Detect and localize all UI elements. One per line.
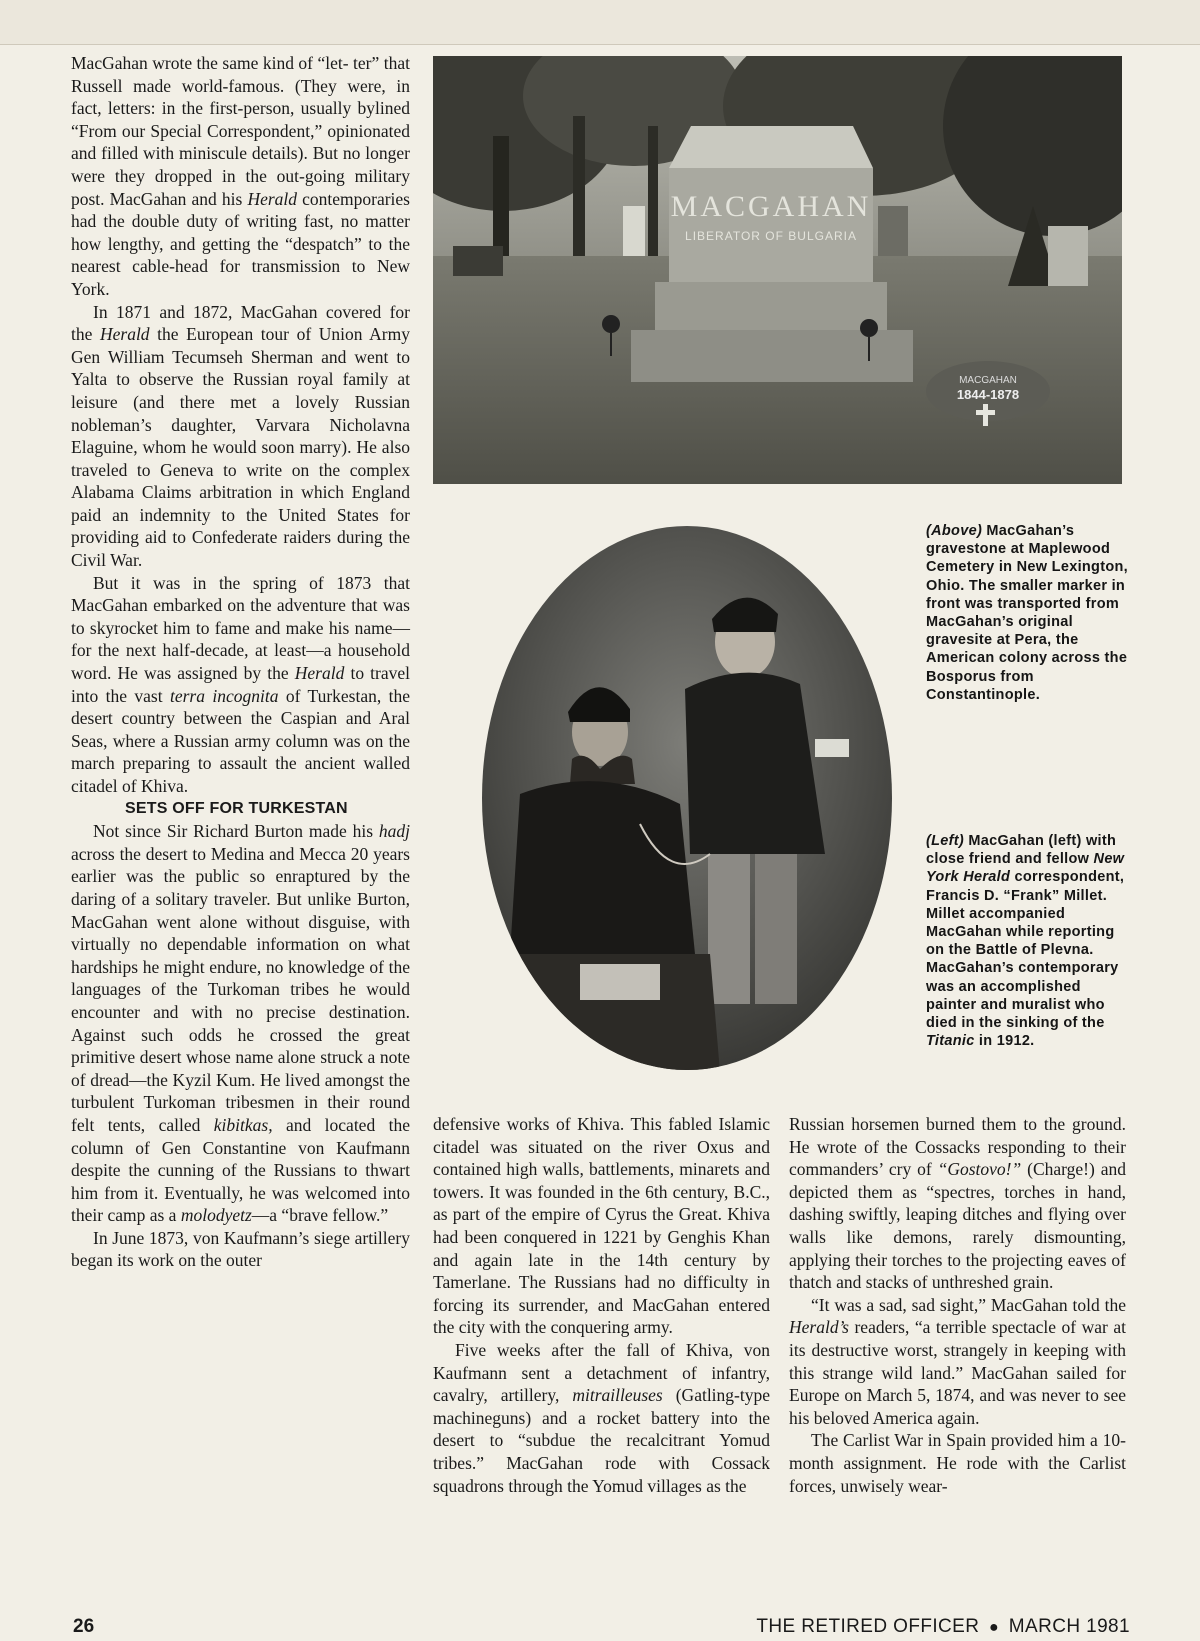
article-column-1 bbox=[71, 52, 410, 1272]
caption-above: (Above) MacGahan’s gravestone at Maplewood Cemetery in New Lexington, Ohio. The smaller marker in front was transported from MacGahan’s original gravesite at Pera, the American colony across the Bosporus from Constantinople. bbox=[926, 523, 1128, 703]
gravestone-illustration bbox=[433, 56, 1122, 484]
paragraph: “It was a sad, sad sight,” MacGahan told the Herald’s readers, “a terrible spectacle of war at its destructive worst, strangely in keeping with this strange wild land.” MacGahan sailed for Europe on March 5, 1874, and was never to see his beloved America again. bbox=[789, 1294, 1126, 1428]
gravestone-photo bbox=[433, 56, 1122, 484]
page-top-band bbox=[0, 0, 1200, 45]
page-footer bbox=[0, 1616, 1200, 1641]
paragraph: In June 1873, von Kaufmann’s siege artillery began its work on the outer bbox=[71, 1227, 410, 1271]
caption-left: (Left) MacGahan (left) with close friend and fellow New York Herald correspondent, Francis D. “Frank” Millet. Millet accompanied MacGahan while reporting on the Battle of Plevna. MacGahan’s contemporary was an accomplished painter and muralist who died in the sinking of the Titanic in 1912. bbox=[926, 833, 1125, 1050]
section-subhead: SETS OFF FOR TURKESTAN bbox=[125, 799, 348, 817]
article-column-2 bbox=[433, 1113, 770, 1497]
monument-name: MACGAHAN bbox=[670, 190, 872, 223]
paragraph: Russian horsemen burned them to the ground. He wrote of the Cossacks responding to their commanders’ cry of “Gostovo!” (Charge!) and depicted them as “spectres, torches in hand, dashing swiftly, leaping ditches and flying over walls like demons, rarely dismounting, applying their torches to the projecting eaves of thatch and stacks of unthreshed grain. bbox=[789, 1114, 1126, 1293]
paragraph: Five weeks after the fall of Khiva, von Kaufmann sent a detachment of infantry, cavalry, artillery, mitrailleuses (Gatling-type machineguns) and a rocket battery into the desert to “subdue the recalcitrant Yomud tribes.” MacGahan rode with Cossack squadrons through the Yomud villages as the bbox=[433, 1339, 771, 1496]
portrait-illustration bbox=[480, 524, 894, 1072]
paragraph: Not since Sir Richard Burton made his hadj across the desert to Medina and Mecca 20 years earlier was the public so enraptured by the daring of a solitary traveler. But unlike Burton, MacGahan went alone without disguise, with virtually no dependable information on what hardships he might endure, no knowledge of the languages of the Turkoman tribes he would encounter and with no precise destination. Against such odds he crossed the great primitive desert whose name alone struck a note of dread—the Kyzil Kum. He lived amongst the turbulent Turkoman tribesmen in their round felt tents, called kibitkas, and located the column of Gen Constantine von Kaufmann despite the cunning of the Russians to thwart him from it. Eventually, he was welcomed into their camp as a molodyetz—a “brave fellow.” bbox=[71, 821, 410, 1226]
paragraph: defensive works of Khiva. This fabled Islamic citadel was situated on the river Oxus and contained high walls, battlements, minarets and towers. It was founded in the 6th century, B.C., as part of the empire of Cyrus the Great. Khiva had been conquered in 1221 by Genghis Khan and again late in the 14th century by Tamerlane. The Russians had no difficulty in forcing its surrender, and MacGahan entered the city with the conquering army. bbox=[433, 1114, 770, 1338]
paragraph: MacGahan wrote the same kind of “let- ter” that Russell made world-famous. (They were, in fact, letters: in the first-person, usually bylined “From our Special Correspondent,” opinionated and filled with miniscule details). But no longer were they dropped in the out-going military post. MacGahan and his Herald contemporaries had the double duty of writing fast, no matter how lengthy, and getting the “despatch” to the nearest cable-head for transmission to New York. bbox=[71, 53, 410, 299]
publication-name: THE RETIRED OFFICER bbox=[756, 1616, 980, 1637]
paragraph: In 1871 and 1872, MacGahan covered for the Herald the European tour of Union Army Gen William Tecumseh Sherman and went to Yalta to observe the Russian royal family at leisure (and there met a lovely Russian nobleman’s daughter, Varvara Nicholavna Elaguine, whom he would soon marry). He also traveled to Geneva to write on the complex Alabama Claims arbitration in which England paid an indemnity to the United States for providing aid to Confederate raiders during the Civil War. bbox=[71, 301, 410, 571]
paragraph: But it was in the spring of 1873 that MacGahan embarked on the adventure that was to skyrocket him to fame and make his name—for the next half-decade, at least—a household word. He was assigned by the Herald to travel into the vast terra incognita of Turkestan, the desert country between the Caspian and Aral Seas, where a Russian army column was on the march preparing to assault the ancient walled citadel of Khiva. bbox=[71, 572, 411, 796]
portrait-photo bbox=[480, 524, 894, 1072]
article-column-3 bbox=[789, 1113, 1126, 1497]
paragraph: The Carlist War in Spain provided him a 10-month assignment. He rode with the Carlist forces, unwisely wear- bbox=[789, 1430, 1126, 1496]
issue-date: MARCH 1981 bbox=[1008, 1616, 1130, 1637]
publication-info bbox=[756, 1616, 1130, 1638]
bullet-separator: ● bbox=[989, 1619, 1000, 1636]
marker-name: MACGAHAN bbox=[959, 375, 1017, 386]
marker-years: 1844-1878 bbox=[956, 387, 1020, 402]
monument-subtitle: LIBERATOR OF BULGARIA bbox=[685, 229, 857, 243]
page-number: 26 bbox=[73, 1616, 95, 1637]
